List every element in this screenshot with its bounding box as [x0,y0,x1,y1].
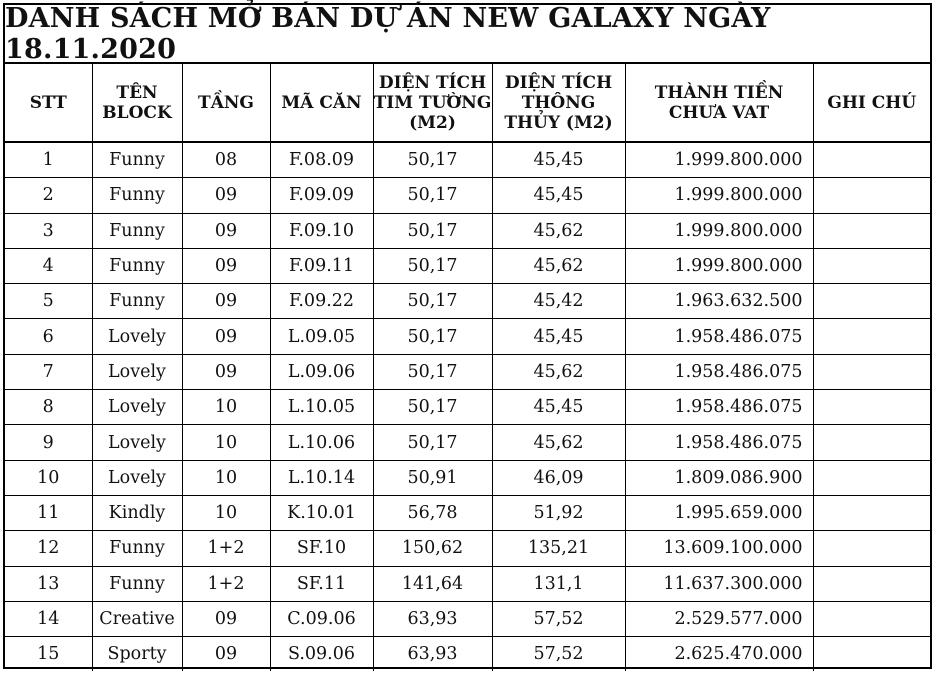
cell-unit-code: F.09.09 [270,178,373,213]
cell-stt: 3 [5,213,92,248]
cell-floor: 09 [182,601,270,636]
cell-notes [813,390,930,425]
cell-wall-area: 50,17 [373,319,492,354]
cell-floor: 1+2 [182,531,270,566]
cell-block: Funny [92,566,182,601]
cell-stt: 2 [5,178,92,213]
cell-notes [813,248,930,283]
header-notes: GHI CHÚ [813,64,930,142]
table-row [5,601,930,636]
cell-wall-area: 141,64 [373,566,492,601]
cell-notes [813,495,930,530]
cell-unit-code: F.09.11 [270,248,373,283]
header-block-name: TÊN BLOCK [92,64,182,142]
cell-notes [813,354,930,389]
table-row [5,425,930,460]
cell-unit-code: C.09.06 [270,601,373,636]
cell-stt: 10 [5,460,92,495]
cell-block: Lovely [92,390,182,425]
cell-block: Lovely [92,354,182,389]
cell-clear-area: 131,1 [492,566,625,601]
cell-price: 11.637.300.000 [625,566,813,601]
table-row [5,495,930,530]
cell-notes [813,319,930,354]
cell-floor: 09 [182,319,270,354]
cell-wall-area: 150,62 [373,531,492,566]
header-unit-code: MÃ CĂN [270,64,373,142]
cell-stt: 1 [5,142,92,178]
cell-stt: 15 [5,637,92,672]
cell-floor: 09 [182,178,270,213]
cell-block: Funny [92,142,182,178]
cell-floor: 10 [182,390,270,425]
cell-clear-area: 45,62 [492,354,625,389]
cell-price: 2.529.577.000 [625,601,813,636]
cell-floor: 09 [182,637,270,672]
cell-clear-area: 45,62 [492,248,625,283]
cell-block: Kindly [92,495,182,530]
cell-unit-code: L.09.06 [270,354,373,389]
cell-wall-area: 63,93 [373,601,492,636]
cell-price: 1.999.800.000 [625,248,813,283]
cell-floor: 10 [182,495,270,530]
table-row [5,566,930,601]
cell-price: 1.999.800.000 [625,213,813,248]
cell-floor: 09 [182,213,270,248]
cell-notes [813,460,930,495]
cell-wall-area: 56,78 [373,495,492,530]
cell-block: Funny [92,213,182,248]
cell-block: Funny [92,531,182,566]
cell-wall-area: 50,17 [373,213,492,248]
cell-block: Lovely [92,319,182,354]
cell-price: 1.958.486.075 [625,425,813,460]
cell-block: Funny [92,284,182,319]
header-row [5,64,930,142]
cell-clear-area: 57,52 [492,637,625,672]
cell-unit-code: SF.10 [270,531,373,566]
cell-clear-area: 46,09 [492,460,625,495]
cell-notes [813,637,930,672]
cell-wall-area: 63,93 [373,637,492,672]
cell-block: Funny [92,248,182,283]
table-row [5,354,930,389]
cell-notes [813,566,930,601]
cell-price: 1.995.659.000 [625,495,813,530]
cell-floor: 09 [182,284,270,319]
table-row [5,319,930,354]
header-clear-area: DIỆN TÍCH THÔNG THỦY (M2) [492,64,625,142]
cell-floor: 10 [182,460,270,495]
cell-price: 1.958.486.075 [625,354,813,389]
cell-floor: 08 [182,142,270,178]
cell-stt: 12 [5,531,92,566]
cell-wall-area: 50,17 [373,390,492,425]
cell-unit-code: L.10.06 [270,425,373,460]
cell-notes [813,601,930,636]
cell-unit-code: F.09.10 [270,213,373,248]
cell-wall-area: 50,17 [373,284,492,319]
cell-notes [813,284,930,319]
cell-clear-area: 45,62 [492,213,625,248]
cell-stt: 13 [5,566,92,601]
cell-stt: 9 [5,425,92,460]
cell-unit-code: SF.11 [270,566,373,601]
cell-clear-area: 45,45 [492,319,625,354]
table-row [5,284,930,319]
cell-wall-area: 50,17 [373,178,492,213]
cell-clear-area: 135,21 [492,531,625,566]
cell-stt: 4 [5,248,92,283]
cell-notes [813,425,930,460]
cell-unit-code: L.10.05 [270,390,373,425]
table-row [5,460,930,495]
cell-clear-area: 45,45 [492,178,625,213]
table-row [5,213,930,248]
table-row [5,637,930,672]
cell-floor: 09 [182,354,270,389]
header-wall-area: DIỆN TÍCH TIM TƯỜNG (M2) [373,64,492,142]
cell-stt: 5 [5,284,92,319]
cell-price: 2.625.470.000 [625,637,813,672]
table-row [5,142,930,178]
cell-block: Sporty [92,637,182,672]
page-title: DANH SÁCH MỞ BÁN DỰ ÁN NEW GALAXY NGÀY 18.11.2020 [5,5,930,64]
cell-price: 1.958.486.075 [625,390,813,425]
cell-wall-area: 50,17 [373,354,492,389]
cell-notes [813,178,930,213]
cell-block: Lovely [92,425,182,460]
cell-clear-area: 45,45 [492,142,625,178]
cell-price: 1.958.486.075 [625,319,813,354]
cell-unit-code: K.10.01 [270,495,373,530]
cell-clear-area: 45,62 [492,425,625,460]
cell-price: 1.963.632.500 [625,284,813,319]
cell-block: Lovely [92,460,182,495]
cell-price: 1.999.800.000 [625,178,813,213]
cell-stt: 6 [5,319,92,354]
header-floor: TẦNG [182,64,270,142]
cell-block: Funny [92,178,182,213]
cell-price: 1.999.800.000 [625,142,813,178]
cell-clear-area: 51,92 [492,495,625,530]
cell-unit-code: F.08.09 [270,142,373,178]
cell-unit-code: F.09.22 [270,284,373,319]
table-row [5,390,930,425]
cell-stt: 11 [5,495,92,530]
cell-clear-area: 57,52 [492,601,625,636]
table-row [5,178,930,213]
cell-price: 1.809.086.900 [625,460,813,495]
table-row [5,248,930,283]
cell-block: Creative [92,601,182,636]
apartment-table [5,64,930,671]
cell-notes [813,531,930,566]
cell-unit-code: L.09.05 [270,319,373,354]
cell-floor: 09 [182,248,270,283]
cell-stt: 14 [5,601,92,636]
cell-wall-area: 50,17 [373,248,492,283]
table-row [5,531,930,566]
header-stt: STT [5,64,92,142]
cell-stt: 8 [5,390,92,425]
header-price: THÀNH TIỀN CHƯA VAT [625,64,813,142]
cell-unit-code: L.10.14 [270,460,373,495]
cell-stt: 7 [5,354,92,389]
cell-wall-area: 50,91 [373,460,492,495]
cell-floor: 10 [182,425,270,460]
cell-floor: 1+2 [182,566,270,601]
cell-clear-area: 45,42 [492,284,625,319]
cell-notes [813,213,930,248]
cell-wall-area: 50,17 [373,142,492,178]
cell-wall-area: 50,17 [373,425,492,460]
sales-list-sheet [3,3,932,669]
cell-notes [813,142,930,178]
cell-unit-code: S.09.06 [270,637,373,672]
cell-price: 13.609.100.000 [625,531,813,566]
cell-clear-area: 45,45 [492,390,625,425]
